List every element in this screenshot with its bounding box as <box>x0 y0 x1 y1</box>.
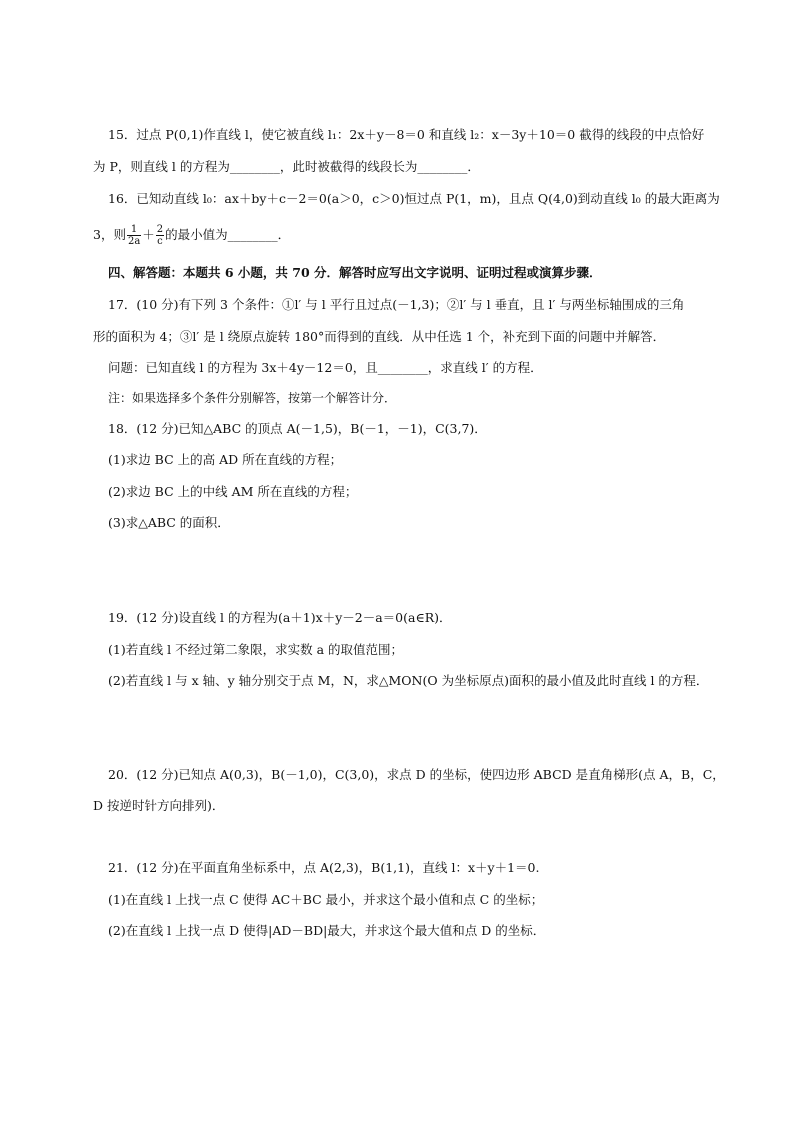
q17-problem: 问题：已知直线 l 的方程为 3x＋4y－12＝0，且________，求直线 l′ 的方程． <box>108 360 543 375</box>
q18-part2: (2)求边 BC 上的中线 AM 所在直线的方程； <box>108 484 358 499</box>
plus-sign: ＋ <box>142 227 155 242</box>
fraction-1-over-2a: $\frac{1}{2a}$ <box>127 224 141 247</box>
q16-line2 <box>93 224 693 247</box>
q19-line1: 19．(12 分)设直线 l 的方程为(a＋1)x＋y－2－a＝0(a∈R)． <box>108 610 452 625</box>
q17-note: 注：如果选择多个条件分别解答，按第一个解答计分． <box>108 391 397 405</box>
q18-line1: 18．(12 分)已知△ABC 的顶点 A(－1,5)，B(－1，－1)，C(3,7)． <box>108 421 487 436</box>
q16-line1: 16．已知动直线 l₀：ax＋by＋c－2＝0(a＞0，c＞0)恒过点 P(1，m)，且点 Q(4,0)到动直线 l₀ 的最大距离为 <box>108 191 720 206</box>
q18-part3: (3)求△ABC 的面积． <box>108 515 230 530</box>
q15-line2: 为 P，则直线 l 的方程为________，此时被截得的线段长为________． <box>93 159 480 174</box>
q19-part1: (1)若直线 l 不经过第二象限，求实数 a 的取值范围； <box>108 642 404 657</box>
q17-line1: 17．(10 分)有下列 3 个条件：①l′ 与 l 平行且过点(－1,3)；②l′ 与 l 垂直，且 l′ 与两坐标轴围成的三角 <box>108 297 685 312</box>
q17-line2: 形的面积为 4；③l′ 是 l 绕原点旋转 180°而得到的直线．从中任选 1 个，补充到下面的问题中并解答． <box>93 329 666 344</box>
q20-line2: D 按逆时针方向排列)． <box>93 798 225 813</box>
q21-line1: 21．(12 分)在平面直角坐标系中，点 A(2,3)，B(1,1)，直线 l：x＋y＋1＝0. <box>108 860 540 875</box>
q16-suffix: 的最小值为________． <box>165 227 291 242</box>
q16-prefix: 3，则 <box>93 227 126 242</box>
section4-heading: 四、解答题：本题共 6 小题，共 70 分．解答时应写出文字说明、证明过程或演算步骤． <box>108 265 602 280</box>
q19-part2: (2)若直线 l 与 x 轴、y 轴分别交于点 M，N，求△MON(O 为坐标原点)面积的最小值及此时直线 l 的方程． <box>108 673 709 688</box>
q21-part1: (1)在直线 l 上找一点 C 使得 AC＋BC 最小，并求这个最小值和点 C 的坐标； <box>108 892 544 907</box>
q21-part2: (2)在直线 l 上找一点 D 使得|AD－BD|最大，并求这个最大值和点 D 的坐标． <box>108 923 546 938</box>
q20-line1: 20．(12 分)已知点 A(0,3)，B(－1,0)，C(3,0)，求点 D 的坐标，使四边形 ABCD 是直角梯形(点 A，B，C， <box>108 767 725 782</box>
fraction-2-over-c: $\frac{2}{c}$ <box>156 224 164 247</box>
q18-part1: (1)求边 BC 上的高 AD 所在直线的方程； <box>108 452 343 467</box>
q15-line1: 15．过点 P(0,1)作直线 l，使它被直线 l₁：2x＋y－8＝0 和直线 l₂：x－3y＋10＝0 截得的线段的中点恰好 <box>108 127 705 142</box>
